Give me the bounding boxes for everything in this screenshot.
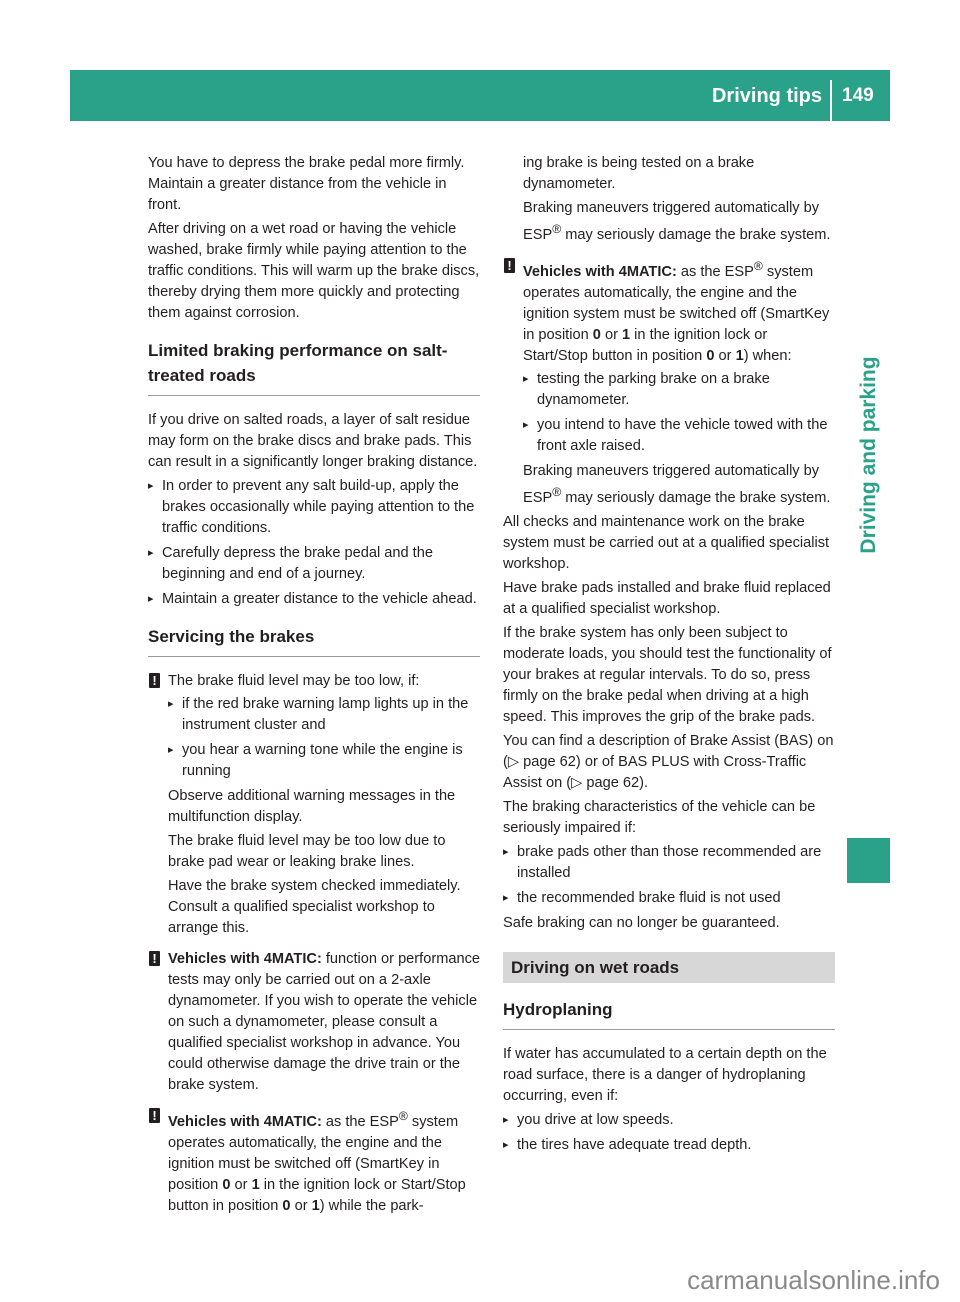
- text-run: system operates automatically, the engine and the ignition system must be switched off (SmartKey in position: [523, 263, 830, 343]
- paragraph: [523, 461, 835, 509]
- text-run: or: [600, 326, 622, 343]
- paragraph: Have brake pads installed and brake fluid replaced at a qualified specialist workshop.: [503, 579, 831, 617]
- list-item: ▸ Carefully depress the brake pedal and the beginning and end of a journey.: [148, 543, 480, 585]
- page-number: 149: [842, 85, 874, 106]
- paragraph: If you drive on salted roads, a layer of salt residue may form on the brake discs and brake pads. This can result in a significantly longer braking distance.: [148, 412, 478, 470]
- list-item: ▸ if the red brake warning lamp lights up in the instrument cluster and: [168, 694, 480, 736]
- registered-mark: ®: [552, 484, 562, 499]
- list-item: ▸ you intend to have the vehicle towed with the front axle raised.: [523, 415, 835, 457]
- text-run: as the ESP: [321, 1113, 399, 1130]
- warning-label: Vehicles with 4MATIC:: [523, 263, 677, 280]
- section-heading: Servicing the brakes: [148, 624, 480, 657]
- chapter-marker: [847, 838, 890, 883]
- paragraph: After driving on a wet road or having the vehicle washed, brake firmly while paying attention to the traffic conditions. This will warm up the brake discs, thereby drying them more quickly and protecting them against corrosion.: [148, 221, 480, 321]
- list-item: ▸ brake pads other than those recommended are installed: [503, 842, 835, 884]
- paragraph: [503, 731, 835, 794]
- bullet-list: [148, 476, 480, 610]
- warning-text: The brake fluid level may be too low, if:: [168, 673, 420, 689]
- text-run: or: [230, 1176, 252, 1193]
- paragraph: All checks and maintenance work on the brake system must be carried out at a qualified specialist workshop.: [503, 513, 830, 572]
- section-title: Driving tips: [711, 85, 822, 107]
- paragraph: Have the brake system checked immediately. Consult a qualified specialist workshop to arrange this.: [168, 878, 461, 936]
- chapter-label: Driving and parking: [857, 356, 880, 554]
- text-run: ) while the park-: [319, 1197, 424, 1214]
- text-run: You can find a description of Brake Assist (BAS) on (: [503, 732, 834, 770]
- text-run: page 62).: [582, 774, 649, 791]
- warning-block: [148, 949, 480, 1096]
- list-item: ▸ Maintain a greater distance to the vehicle ahead.: [148, 589, 480, 610]
- warning-label: Vehicles with 4MATIC:: [168, 1113, 322, 1130]
- registered-mark: ®: [398, 1109, 408, 1123]
- warning-block: [148, 671, 480, 939]
- text-run: Braking maneuvers triggered automatically by ESP: [523, 462, 820, 506]
- text-run: Braking maneuvers triggered automatically by ESP: [523, 200, 820, 243]
- position-value: 1: [622, 326, 631, 343]
- left-column: [148, 153, 480, 1220]
- text-run: in the ignition lock or Start/Stop button in position: [523, 326, 768, 364]
- position-value: 0: [592, 326, 601, 343]
- list-item: ▸ In order to prevent any salt build-up, apply the brakes occasionally while paying attention to the traffic conditions.: [148, 476, 480, 539]
- registered-mark: ®: [753, 258, 763, 273]
- warning-block: [503, 256, 835, 509]
- text-run: may seriously damage the brake system.: [561, 226, 831, 243]
- paragraph: You have to depress the brake pedal more firmly. Maintain a greater distance from the vehicle in front.: [148, 155, 465, 213]
- paragraph: If water has accumulated to a certain depth on the road surface, there is a danger of hydroplaning occurring, even if:: [503, 1045, 827, 1104]
- page-ref-arrow-icon: ▷: [507, 753, 520, 770]
- warning-block: [148, 1106, 480, 1217]
- registered-mark: ®: [552, 222, 562, 236]
- warning-icon: !: [149, 673, 160, 688]
- bullet-list: [168, 694, 480, 782]
- warning-text: [523, 256, 835, 367]
- bullet-list: [503, 842, 835, 909]
- page-header: [70, 70, 890, 121]
- section-heading: Hydroplaning: [503, 997, 835, 1030]
- position-value: 0: [282, 1197, 291, 1214]
- text-run: or: [290, 1197, 312, 1214]
- list-item: ▸ the tires have adequate tread depth.: [503, 1135, 835, 1156]
- bullet-list: [503, 1110, 835, 1156]
- warning-continuation: [503, 153, 835, 246]
- paragraph: ing brake is being tested on a brake dynamometer.: [523, 155, 755, 192]
- right-column: [503, 153, 835, 1160]
- position-value: 0: [222, 1176, 231, 1193]
- warning-text: [168, 1106, 480, 1217]
- text-run: system operates automatically, the engine and the ignition must be switched off (SmartKey in position: [168, 1113, 459, 1193]
- list-item: ▸ testing the parking brake on a brake dynamometer.: [523, 369, 835, 411]
- warning-icon: !: [149, 1108, 160, 1123]
- warning-body: function or performance tests may only be carried out on a 2-axle dynamometer. If you wish to operate the vehicle on such a dynamometer, please consult a qualified specialist workshop in advance. You could otherwise damage the drive train or the brake system.: [168, 951, 480, 1093]
- paragraph: If the brake system has only been subject to moderate loads, you should test the functionality of your brakes at regular intervals. To do so, press firmly on the brake pedal when driving at a high speed. This improves the grip of the brake pads.: [503, 624, 832, 725]
- warning-icon: !: [149, 951, 160, 966]
- position-value: 1: [311, 1197, 320, 1214]
- watermark: carmanualsonline.info: [687, 1265, 940, 1295]
- paragraph: Observe additional warning messages in the multifunction display.: [168, 788, 456, 825]
- section-heading: Limited braking performance on salt-treated roads: [148, 338, 480, 396]
- text-run: page 62) or of BAS PLUS with Cross-Traffic Assist on (: [503, 753, 807, 791]
- page-ref-arrow-icon: ▷: [571, 774, 583, 791]
- paragraph: [523, 198, 835, 246]
- warning-text: [168, 949, 480, 1096]
- paragraph: Safe braking can no longer be guaranteed.: [503, 914, 780, 931]
- bullet-list: [523, 369, 835, 457]
- text-run: in the ignition lock or Start/Stop button in position: [168, 1176, 466, 1214]
- warning-label: Vehicles with 4MATIC:: [168, 951, 322, 967]
- text-run: or: [714, 347, 736, 364]
- warning-icon: !: [504, 258, 515, 273]
- list-item: ▸ the recommended brake fluid is not used: [503, 888, 835, 909]
- section-banner: [503, 952, 835, 983]
- text-run: ) when:: [743, 347, 792, 364]
- paragraph: The brake fluid level may be too low due to brake pad wear or leaking brake lines.: [168, 833, 446, 870]
- list-item: ▸ you drive at low speeds.: [503, 1110, 835, 1131]
- position-value: 0: [706, 347, 715, 364]
- position-value: 1: [251, 1176, 260, 1193]
- paragraph: The braking characteristics of the vehicle can be seriously impaired if:: [503, 798, 816, 836]
- text-run: as the ESP: [676, 263, 754, 280]
- text-run: may seriously damage the brake system.: [561, 489, 831, 506]
- header-divider: [830, 80, 832, 121]
- list-item: ▸ you hear a warning tone while the engine is running: [168, 740, 480, 782]
- section-banner-title: Driving on wet roads: [511, 957, 680, 977]
- position-value: 1: [735, 347, 744, 364]
